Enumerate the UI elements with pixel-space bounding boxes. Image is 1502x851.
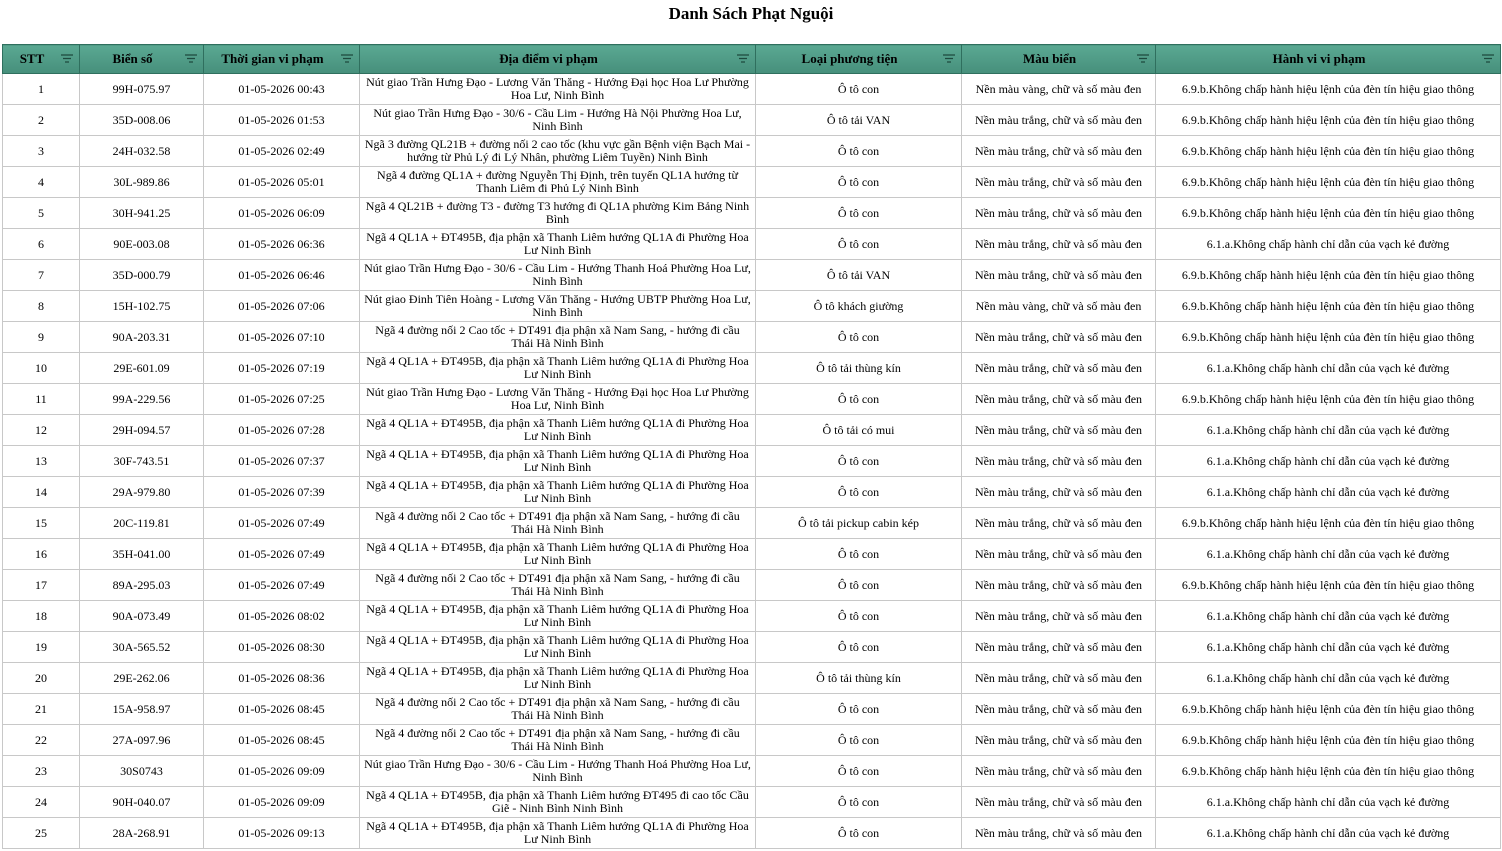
cell-plate-color: Nền màu trắng, chữ và số màu đen — [962, 570, 1156, 601]
column-header-plate[interactable] — [80, 45, 204, 74]
cell-plate: 35H-041.00 — [80, 539, 204, 570]
cell-plate: 27A-097.96 — [80, 725, 204, 756]
cell-location: Ngã 4 QL1A + ĐT495B, địa phận xã Thanh Liêm hướng QL1A đi Phường Hoa Lư Ninh Bình — [360, 477, 756, 508]
cell-location: Ngã 4 QL1A + ĐT495B, địa phận xã Thanh Liêm hướng QL1A đi Phường Hoa Lư Ninh Bình — [360, 601, 756, 632]
cell-plate: 30F-743.51 — [80, 446, 204, 477]
table-row[interactable] — [3, 322, 1501, 353]
cell-time: 01-05-2026 01:53 — [204, 105, 360, 136]
cell-location: Ngã 4 đường QL1A + đường Nguyễn Thị Định, trên tuyến QL1A hướng từ Thanh Liêm đi Phủ Lý Ninh Bình — [360, 167, 756, 198]
cell-violation: 6.9.b.Không chấp hành hiệu lệnh của đèn tín hiệu giao thông — [1156, 694, 1501, 725]
table-row[interactable] — [3, 663, 1501, 694]
header-row — [3, 45, 1501, 74]
cell-plate-color: Nền màu trắng, chữ và số màu đen — [962, 601, 1156, 632]
cell-location: Ngã 4 QL1A + ĐT495B, địa phận xã Thanh Liêm hướng QL1A đi Phường Hoa Lư Ninh Bình — [360, 415, 756, 446]
cell-time: 01-05-2026 07:25 — [204, 384, 360, 415]
cell-vehicle: Ô tô tải VAN — [756, 105, 962, 136]
cell-stt: 11 — [3, 384, 80, 415]
cell-plate: 90A-203.31 — [80, 322, 204, 353]
cell-violation: 6.9.b.Không chấp hành hiệu lệnh của đèn tín hiệu giao thông — [1156, 136, 1501, 167]
cell-violation: 6.9.b.Không chấp hành hiệu lệnh của đèn tín hiệu giao thông — [1156, 105, 1501, 136]
cell-location: Ngã 4 QL1A + ĐT495B, địa phận xã Thanh Liêm hướng QL1A đi Phường Hoa Lư Ninh Bình — [360, 229, 756, 260]
cell-violation: 6.1.a.Không chấp hành chỉ dẫn của vạch kẻ đường — [1156, 601, 1501, 632]
cell-plate-color: Nền màu trắng, chữ và số màu đen — [962, 446, 1156, 477]
cell-location: Nút giao Trần Hưng Đạo - 30/6 - Cầu Lim - Hướng Hà Nội Phường Hoa Lư, Ninh Bình — [360, 105, 756, 136]
cell-vehicle: Ô tô con — [756, 446, 962, 477]
filter-icon[interactable] — [341, 54, 353, 64]
cell-location: Ngã 4 đường nối 2 Cao tốc + DT491 địa phận xã Nam Sang, - hướng đi cầu Thái Hà Ninh Bình — [360, 322, 756, 353]
cell-time: 01-05-2026 09:09 — [204, 787, 360, 818]
cell-time: 01-05-2026 07:28 — [204, 415, 360, 446]
table-row[interactable] — [3, 818, 1501, 849]
table-row[interactable] — [3, 260, 1501, 291]
cell-violation: 6.1.a.Không chấp hành chỉ dẫn của vạch kẻ đường — [1156, 415, 1501, 446]
column-header-violation[interactable] — [1156, 45, 1501, 74]
cell-stt: 16 — [3, 539, 80, 570]
column-header-label: Biển số — [112, 51, 153, 66]
column-header-label: Màu biển — [1022, 51, 1077, 66]
cell-time: 01-05-2026 08:45 — [204, 694, 360, 725]
cell-plate-color: Nền màu trắng, chữ và số màu đen — [962, 260, 1156, 291]
cell-violation: 6.1.a.Không chấp hành chỉ dẫn của vạch kẻ đường — [1156, 632, 1501, 663]
table-row[interactable] — [3, 756, 1501, 787]
cell-plate: 15A-958.97 — [80, 694, 204, 725]
cell-time: 01-05-2026 08:36 — [204, 663, 360, 694]
cell-violation: 6.9.b.Không chấp hành hiệu lệnh của đèn tín hiệu giao thông — [1156, 198, 1501, 229]
cell-plate: 15H-102.75 — [80, 291, 204, 322]
cell-stt: 21 — [3, 694, 80, 725]
cell-vehicle: Ô tô con — [756, 198, 962, 229]
cell-stt: 14 — [3, 477, 80, 508]
cell-plate-color: Nền màu trắng, chữ và số màu đen — [962, 756, 1156, 787]
cell-time: 01-05-2026 00:43 — [204, 74, 360, 105]
cell-time: 01-05-2026 09:13 — [204, 818, 360, 849]
cell-plate-color: Nền màu trắng, chữ và số màu đen — [962, 539, 1156, 570]
cell-stt: 22 — [3, 725, 80, 756]
column-header-label: STT — [19, 51, 45, 66]
cell-stt: 5 — [3, 198, 80, 229]
cell-stt: 15 — [3, 508, 80, 539]
cell-violation: 6.9.b.Không chấp hành hiệu lệnh của đèn tín hiệu giao thông — [1156, 167, 1501, 198]
cell-violation: 6.1.a.Không chấp hành chỉ dẫn của vạch kẻ đường — [1156, 446, 1501, 477]
cell-time: 01-05-2026 05:01 — [204, 167, 360, 198]
cell-stt: 8 — [3, 291, 80, 322]
cell-plate-color: Nền màu trắng, chữ và số màu đen — [962, 105, 1156, 136]
cell-plate: 29H-094.57 — [80, 415, 204, 446]
cell-vehicle: Ô tô con — [756, 601, 962, 632]
cell-location: Ngã 4 đường nối 2 Cao tốc + DT491 địa phận xã Nam Sang, - hướng đi cầu Thái Hà Ninh Bình — [360, 694, 756, 725]
cell-plate-color: Nền màu vàng, chữ và số màu đen — [962, 74, 1156, 105]
table-row[interactable] — [3, 415, 1501, 446]
cell-vehicle: Ô tô con — [756, 787, 962, 818]
cell-time: 01-05-2026 07:37 — [204, 446, 360, 477]
cell-plate-color: Nền màu trắng, chữ và số màu đen — [962, 415, 1156, 446]
column-header-label: Hành vi vi phạm — [1272, 51, 1366, 66]
cell-time: 01-05-2026 08:02 — [204, 601, 360, 632]
cell-stt: 10 — [3, 353, 80, 384]
table-row[interactable] — [3, 725, 1501, 756]
cell-stt: 18 — [3, 601, 80, 632]
cell-vehicle: Ô tô con — [756, 818, 962, 849]
cell-violation: 6.9.b.Không chấp hành hiệu lệnh của đèn tín hiệu giao thông — [1156, 384, 1501, 415]
cell-plate: 90A-073.49 — [80, 601, 204, 632]
cell-violation: 6.1.a.Không chấp hành chỉ dẫn của vạch kẻ đường — [1156, 477, 1501, 508]
cell-violation: 6.1.a.Không chấp hành chỉ dẫn của vạch kẻ đường — [1156, 353, 1501, 384]
cell-location: Ngã 4 đường nối 2 Cao tốc + DT491 địa phận xã Nam Sang, - hướng đi cầu Thái Hà Ninh Bình — [360, 725, 756, 756]
cell-location: Ngã 4 QL1A + ĐT495B, địa phận xã Thanh Liêm hướng QL1A đi Phường Hoa Lư Ninh Bình — [360, 446, 756, 477]
table-row[interactable] — [3, 477, 1501, 508]
cell-vehicle: Ô tô khách giường — [756, 291, 962, 322]
cell-time: 01-05-2026 06:09 — [204, 198, 360, 229]
cell-vehicle: Ô tô con — [756, 694, 962, 725]
cell-plate: 99A-229.56 — [80, 384, 204, 415]
cell-violation: 6.9.b.Không chấp hành hiệu lệnh của đèn tín hiệu giao thông — [1156, 74, 1501, 105]
cell-violation: 6.9.b.Không chấp hành hiệu lệnh của đèn tín hiệu giao thông — [1156, 508, 1501, 539]
cell-plate: 99H-075.97 — [80, 74, 204, 105]
cell-plate: 24H-032.58 — [80, 136, 204, 167]
cell-plate: 90H-040.07 — [80, 787, 204, 818]
cell-vehicle: Ô tô tải pickup cabin kép — [756, 508, 962, 539]
cell-location: Nút giao Đinh Tiên Hoàng - Lương Văn Thăng - Hướng UBTP Phường Hoa Lư, Ninh Bình — [360, 291, 756, 322]
cell-plate: 29E-601.09 — [80, 353, 204, 384]
column-header-time[interactable] — [204, 45, 360, 74]
column-header-label: Loại phương tiện — [801, 51, 898, 66]
cell-stt: 9 — [3, 322, 80, 353]
cell-vehicle: Ô tô con — [756, 136, 962, 167]
table-row[interactable] — [3, 787, 1501, 818]
cell-violation: 6.1.a.Không chấp hành chỉ dẫn của vạch kẻ đường — [1156, 539, 1501, 570]
cell-stt: 6 — [3, 229, 80, 260]
cell-plate: 35D-008.06 — [80, 105, 204, 136]
table-row[interactable] — [3, 539, 1501, 570]
table-row[interactable] — [3, 446, 1501, 477]
cell-vehicle: Ô tô tải có mui — [756, 415, 962, 446]
cell-plate: 30H-941.25 — [80, 198, 204, 229]
cell-vehicle: Ô tô con — [756, 167, 962, 198]
table-body — [3, 74, 1501, 849]
filter-icon[interactable] — [61, 54, 73, 64]
table-row[interactable] — [3, 694, 1501, 725]
cell-violation: 6.9.b.Không chấp hành hiệu lệnh của đèn tín hiệu giao thông — [1156, 756, 1501, 787]
table-row[interactable] — [3, 167, 1501, 198]
cell-location: Ngã 4 QL1A + ĐT495B, địa phận xã Thanh Liêm hướng QL1A đi Phường Hoa Lư Ninh Bình — [360, 353, 756, 384]
cell-violation: 6.1.a.Không chấp hành chỉ dẫn của vạch kẻ đường — [1156, 818, 1501, 849]
table-row[interactable] — [3, 353, 1501, 384]
cell-time: 01-05-2026 07:39 — [204, 477, 360, 508]
cell-time: 01-05-2026 09:09 — [204, 756, 360, 787]
column-header-plate-color[interactable] — [962, 45, 1156, 74]
cell-time: 01-05-2026 08:30 — [204, 632, 360, 663]
cell-violation: 6.1.a.Không chấp hành chỉ dẫn của vạch kẻ đường — [1156, 663, 1501, 694]
cell-plate-color: Nền màu trắng, chữ và số màu đen — [962, 229, 1156, 260]
cell-plate-color: Nền màu trắng, chữ và số màu đen — [962, 508, 1156, 539]
cell-vehicle: Ô tô con — [756, 322, 962, 353]
table-row[interactable] — [3, 601, 1501, 632]
filter-icon[interactable] — [185, 54, 197, 64]
cell-plate: 28A-268.91 — [80, 818, 204, 849]
cell-plate-color: Nền màu trắng, chữ và số màu đen — [962, 353, 1156, 384]
column-header-stt[interactable] — [3, 45, 80, 74]
cell-location: Ngã 4 đường nối 2 Cao tốc + DT491 địa phận xã Nam Sang, - hướng đi cầu Thái Hà Ninh Bình — [360, 508, 756, 539]
cell-stt: 20 — [3, 663, 80, 694]
cell-plate-color: Nền màu trắng, chữ và số màu đen — [962, 136, 1156, 167]
cell-location: Nút giao Trần Hưng Đạo - 30/6 - Cầu Lim - Hướng Thanh Hoá Phường Hoa Lư, Ninh Bình — [360, 756, 756, 787]
cell-vehicle: Ô tô con — [756, 632, 962, 663]
cell-location: Ngã 4 QL1A + ĐT495B, địa phận xã Thanh Liêm hướng ĐT495 đi cao tốc Cầu Giẽ - Ninh Bình Ninh Bình — [360, 787, 756, 818]
cell-stt: 1 — [3, 74, 80, 105]
cell-violation: 6.9.b.Không chấp hành hiệu lệnh của đèn tín hiệu giao thông — [1156, 725, 1501, 756]
cell-vehicle: Ô tô con — [756, 756, 962, 787]
cell-stt: 12 — [3, 415, 80, 446]
column-header-location[interactable] — [360, 45, 756, 74]
cell-location: Ngã 4 QL1A + ĐT495B, địa phận xã Thanh Liêm hướng QL1A đi Phường Hoa Lư Ninh Bình — [360, 632, 756, 663]
table-row[interactable] — [3, 136, 1501, 167]
cell-plate-color: Nền màu trắng, chữ và số màu đen — [962, 818, 1156, 849]
column-header-label: Thời gian vi phạm — [221, 51, 324, 66]
cell-violation: 6.1.a.Không chấp hành chỉ dẫn của vạch kẻ đường — [1156, 787, 1501, 818]
cell-stt: 4 — [3, 167, 80, 198]
cell-location: Nút giao Trần Hưng Đạo - 30/6 - Cầu Lim - Hướng Thanh Hoá Phường Hoa Lư, Ninh Bình — [360, 260, 756, 291]
cell-stt: 24 — [3, 787, 80, 818]
cell-time: 01-05-2026 06:36 — [204, 229, 360, 260]
cell-violation: 6.9.b.Không chấp hành hiệu lệnh của đèn tín hiệu giao thông — [1156, 291, 1501, 322]
cell-time: 01-05-2026 07:06 — [204, 291, 360, 322]
cell-plate-color: Nền màu trắng, chữ và số màu đen — [962, 663, 1156, 694]
cell-vehicle: Ô tô tải thùng kín — [756, 663, 962, 694]
cell-stt: 17 — [3, 570, 80, 601]
cell-location: Nút giao Trần Hưng Đạo - Lương Văn Thăng - Hướng Đại học Hoa Lư Phường Hoa Lư, Ninh Bình — [360, 384, 756, 415]
cell-stt: 3 — [3, 136, 80, 167]
page-title: Danh Sách Phạt Nguội — [668, 4, 834, 23]
cell-plate: 89A-295.03 — [80, 570, 204, 601]
cell-location: Nút giao Trần Hưng Đạo - Lương Văn Thăng - Hướng Đại học Hoa Lư Phường Hoa Lư, Ninh Bình — [360, 74, 756, 105]
cell-vehicle: Ô tô con — [756, 74, 962, 105]
cell-plate: 30A-565.52 — [80, 632, 204, 663]
cell-time: 01-05-2026 07:49 — [204, 539, 360, 570]
cell-stt: 19 — [3, 632, 80, 663]
cell-violation: 6.1.a.Không chấp hành chỉ dẫn của vạch kẻ đường — [1156, 229, 1501, 260]
filter-icon[interactable] — [1482, 54, 1494, 64]
cell-plate-color: Nền màu trắng, chữ và số màu đen — [962, 694, 1156, 725]
table-row[interactable] — [3, 384, 1501, 415]
filter-icon[interactable] — [1137, 54, 1149, 64]
cell-time: 01-05-2026 07:10 — [204, 322, 360, 353]
cell-vehicle: Ô tô tải thùng kín — [756, 353, 962, 384]
table-row[interactable] — [3, 198, 1501, 229]
cell-time: 01-05-2026 02:49 — [204, 136, 360, 167]
cell-vehicle: Ô tô con — [756, 384, 962, 415]
cell-plate-color: Nền màu trắng, chữ và số màu đen — [962, 477, 1156, 508]
cell-stt: 13 — [3, 446, 80, 477]
cell-vehicle: Ô tô con — [756, 725, 962, 756]
cell-time: 01-05-2026 07:49 — [204, 508, 360, 539]
cell-vehicle: Ô tô con — [756, 229, 962, 260]
cell-location: Ngã 3 đường QL21B + đường nối 2 cao tốc (khu vực gần Bệnh viện Bạch Mai - hướng từ Phủ Lý đi Lý Nhân, phường Liêm Tuyền) Ninh Bình — [360, 136, 756, 167]
cell-plate-color: Nền màu trắng, chữ và số màu đen — [962, 198, 1156, 229]
cell-stt: 2 — [3, 105, 80, 136]
cell-violation: 6.9.b.Không chấp hành hiệu lệnh của đèn tín hiệu giao thông — [1156, 570, 1501, 601]
table-row[interactable] — [3, 570, 1501, 601]
cell-violation: 6.9.b.Không chấp hành hiệu lệnh của đèn tín hiệu giao thông — [1156, 322, 1501, 353]
column-header-vehicle[interactable] — [756, 45, 962, 74]
filter-icon[interactable] — [737, 54, 749, 64]
cell-stt: 23 — [3, 756, 80, 787]
cell-vehicle: Ô tô con — [756, 539, 962, 570]
cell-time: 01-05-2026 07:19 — [204, 353, 360, 384]
cell-vehicle: Ô tô tải VAN — [756, 260, 962, 291]
table-row[interactable] — [3, 291, 1501, 322]
table-row[interactable] — [3, 508, 1501, 539]
cell-plate: 29E-262.06 — [80, 663, 204, 694]
cell-plate-color: Nền màu trắng, chữ và số màu đen — [962, 787, 1156, 818]
filter-icon[interactable] — [943, 54, 955, 64]
cell-plate-color: Nền màu trắng, chữ và số màu đen — [962, 322, 1156, 353]
cell-location: Ngã 4 đường nối 2 Cao tốc + DT491 địa phận xã Nam Sang, - hướng đi cầu Thái Hà Ninh Bình — [360, 570, 756, 601]
cell-location: Ngã 4 QL1A + ĐT495B, địa phận xã Thanh Liêm hướng QL1A đi Phường Hoa Lư Ninh Bình — [360, 818, 756, 849]
cell-location: Ngã 4 QL1A + ĐT495B, địa phận xã Thanh Liêm hướng QL1A đi Phường Hoa Lư Ninh Bình — [360, 539, 756, 570]
cell-plate-color: Nền màu trắng, chữ và số màu đen — [962, 632, 1156, 663]
table-row[interactable] — [3, 74, 1501, 105]
cell-violation: 6.9.b.Không chấp hành hiệu lệnh của đèn tín hiệu giao thông — [1156, 260, 1501, 291]
cell-vehicle: Ô tô con — [756, 570, 962, 601]
cell-plate: 30L-989.86 — [80, 167, 204, 198]
cell-time: 01-05-2026 08:45 — [204, 725, 360, 756]
cell-plate: 30S0743 — [80, 756, 204, 787]
cell-plate: 29A-979.80 — [80, 477, 204, 508]
table-row[interactable] — [3, 229, 1501, 260]
column-header-label: Địa điểm vi phạm — [499, 51, 598, 66]
cell-location: Ngã 4 QL21B + đường T3 - đường T3 hướng đi QL1A phường Kim Bảng Ninh Bình — [360, 198, 756, 229]
cell-plate: 20C-119.81 — [80, 508, 204, 539]
cell-location: Ngã 4 QL1A + ĐT495B, địa phận xã Thanh Liêm hướng QL1A đi Phường Hoa Lư Ninh Bình — [360, 663, 756, 694]
cell-stt: 25 — [3, 818, 80, 849]
table-row[interactable] — [3, 105, 1501, 136]
cell-stt: 7 — [3, 260, 80, 291]
violations-table — [2, 44, 1501, 849]
cell-plate-color: Nền màu trắng, chữ và số màu đen — [962, 725, 1156, 756]
cell-plate: 90E-003.08 — [80, 229, 204, 260]
cell-plate: 35D-000.79 — [80, 260, 204, 291]
cell-time: 01-05-2026 06:46 — [204, 260, 360, 291]
cell-plate-color: Nền màu trắng, chữ và số màu đen — [962, 167, 1156, 198]
cell-vehicle: Ô tô con — [756, 477, 962, 508]
cell-time: 01-05-2026 07:49 — [204, 570, 360, 601]
table-row[interactable] — [3, 632, 1501, 663]
cell-plate-color: Nền màu vàng, chữ và số màu đen — [962, 291, 1156, 322]
cell-plate-color: Nền màu trắng, chữ và số màu đen — [962, 384, 1156, 415]
